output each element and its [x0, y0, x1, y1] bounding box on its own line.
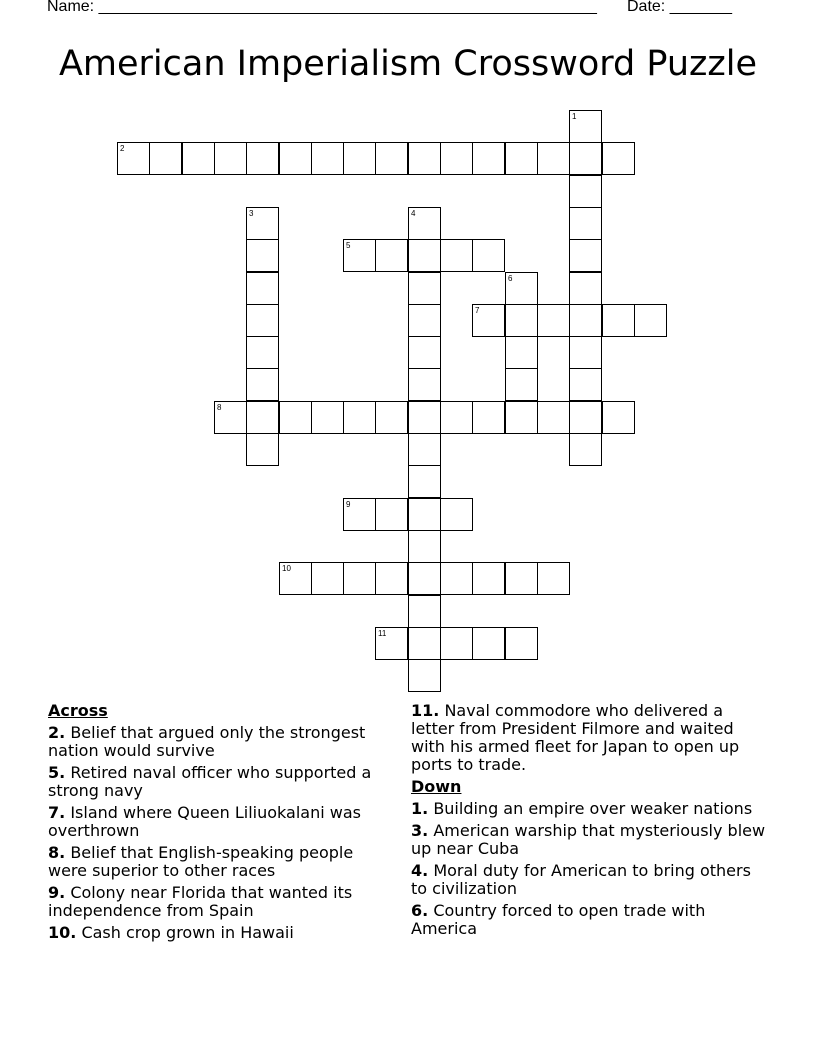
- grid-cell[interactable]: [569, 272, 602, 305]
- grid-cell[interactable]: [569, 207, 602, 240]
- grid-cell[interactable]: [343, 142, 376, 175]
- clue-text: Country forced to open trade with America: [411, 901, 706, 938]
- clue-across-9: [48, 884, 393, 920]
- clue-text: Colony near Florida that wanted its independence from Spain: [48, 883, 353, 920]
- grid-cell[interactable]: [246, 433, 279, 466]
- down-heading: Down: [411, 777, 462, 796]
- grid-cell[interactable]: [602, 304, 635, 337]
- grid-cell[interactable]: [505, 562, 538, 595]
- grid-cell[interactable]: [182, 142, 215, 175]
- clue-number: 6.: [411, 901, 429, 920]
- grid-cell[interactable]: [311, 142, 344, 175]
- grid-cell[interactable]: [375, 142, 408, 175]
- grid-cell[interactable]: [472, 627, 505, 660]
- grid-cell[interactable]: [375, 401, 408, 434]
- page-title: American Imperialism Crossword Puzzle: [58, 44, 758, 84]
- grid-cell[interactable]: [375, 627, 408, 660]
- grid-cell[interactable]: [472, 239, 505, 272]
- grid-cell[interactable]: [505, 368, 538, 401]
- cell-number: 11: [378, 629, 387, 638]
- cell-number: 1: [572, 112, 577, 121]
- grid-cell[interactable]: [343, 401, 376, 434]
- cell-number: 3: [249, 209, 254, 218]
- grid-cell[interactable]: [634, 304, 667, 337]
- cell-number: 7: [475, 306, 480, 315]
- clue-down-1: [411, 800, 771, 818]
- grid-cell[interactable]: [343, 562, 376, 595]
- clue-number: 4.: [411, 861, 429, 880]
- grid-cell[interactable]: [537, 562, 570, 595]
- grid-cell[interactable]: [537, 142, 570, 175]
- grid-cell[interactable]: [246, 401, 279, 434]
- grid-cell[interactable]: [505, 336, 538, 369]
- grid-cell[interactable]: [569, 110, 602, 143]
- grid-cell[interactable]: [343, 498, 376, 531]
- clue-text: Naval commodore who delivered a letter from President Filmore and waited with his armed fleet for Japan to open up ports to trade.: [411, 701, 740, 774]
- clue-number: 5.: [48, 763, 66, 782]
- grid-cell[interactable]: [408, 207, 441, 240]
- grid-cell[interactable]: [440, 562, 473, 595]
- cell-number: 6: [508, 274, 513, 283]
- grid-cell[interactable]: [505, 627, 538, 660]
- grid-cell[interactable]: [279, 142, 312, 175]
- grid-cell[interactable]: [505, 142, 538, 175]
- grid-cell[interactable]: [537, 401, 570, 434]
- clue-text: Building an empire over weaker nations: [433, 799, 753, 818]
- clue-number: 10.: [48, 923, 77, 942]
- grid-cell[interactable]: [408, 239, 441, 272]
- clue-text: Belief that English-speaking people were superior to other races: [48, 843, 354, 880]
- grid-cell[interactable]: [279, 562, 312, 595]
- grid-cell[interactable]: [408, 465, 441, 498]
- clue-across-8: [48, 844, 393, 880]
- grid-cell[interactable]: [246, 304, 279, 337]
- clue-text: Island where Queen Liliuokalani was overthrown: [48, 803, 361, 840]
- grid-cell[interactable]: [408, 595, 441, 628]
- clue-number: 7.: [48, 803, 66, 822]
- clue-number: 2.: [48, 723, 66, 742]
- grid-cell[interactable]: [246, 207, 279, 240]
- grid-cell[interactable]: [408, 530, 441, 563]
- grid-cell[interactable]: [472, 304, 505, 337]
- grid-cell[interactable]: [505, 304, 538, 337]
- clue-text: Retired naval officer who supported a strong navy: [48, 763, 372, 800]
- grid-cell[interactable]: [440, 401, 473, 434]
- grid-cell[interactable]: [440, 498, 473, 531]
- clue-across-7: [48, 804, 393, 840]
- grid-cell[interactable]: [569, 175, 602, 208]
- grid-cell[interactable]: [408, 498, 441, 531]
- clue-across-10: [48, 924, 393, 942]
- grid-cell[interactable]: [117, 142, 150, 175]
- clues-right-column: [411, 702, 771, 942]
- grid-cell[interactable]: [569, 433, 602, 466]
- grid-cell[interactable]: [440, 142, 473, 175]
- grid-cell[interactable]: [375, 239, 408, 272]
- clue-number: 9.: [48, 883, 66, 902]
- clue-number: 11.: [411, 701, 440, 720]
- across-heading: Across: [48, 701, 108, 720]
- clue-number: 3.: [411, 821, 429, 840]
- grid-cell[interactable]: [602, 401, 635, 434]
- grid-cell[interactable]: [505, 272, 538, 305]
- grid-cell[interactable]: [472, 142, 505, 175]
- grid-cell[interactable]: [343, 239, 376, 272]
- clue-text: Moral duty for American to bring others to civilization: [411, 861, 751, 898]
- clue-number: 1.: [411, 799, 429, 818]
- date-field[interactable]: Date: _______: [627, 0, 732, 15]
- grid-cell[interactable]: [246, 272, 279, 305]
- cell-number: 9: [346, 500, 351, 509]
- grid-cell[interactable]: [408, 336, 441, 369]
- grid-cell[interactable]: [569, 239, 602, 272]
- grid-cell[interactable]: [537, 304, 570, 337]
- clue-across-2: [48, 724, 393, 760]
- grid-cell[interactable]: [408, 627, 441, 660]
- grid-cell[interactable]: [440, 627, 473, 660]
- clue-down-4: [411, 862, 771, 898]
- grid-cell[interactable]: [569, 368, 602, 401]
- grid-cell[interactable]: [214, 142, 247, 175]
- grid-cell[interactable]: [408, 659, 441, 692]
- grid-cell[interactable]: [602, 142, 635, 175]
- grid-cell[interactable]: [472, 562, 505, 595]
- grid-cell[interactable]: [149, 142, 182, 175]
- grid-cell[interactable]: [472, 401, 505, 434]
- grid-cell[interactable]: [569, 304, 602, 337]
- grid-cell[interactable]: [408, 562, 441, 595]
- grid-cell[interactable]: [408, 272, 441, 305]
- cell-number: 2: [120, 144, 125, 153]
- grid-cell[interactable]: [246, 368, 279, 401]
- grid-cell[interactable]: [246, 142, 279, 175]
- grid-cell[interactable]: [408, 368, 441, 401]
- grid-cell[interactable]: [214, 401, 247, 434]
- clue-across-5: [48, 764, 393, 800]
- clue-down-6: [411, 902, 771, 938]
- grid-cell[interactable]: [246, 336, 279, 369]
- clue-down-3: [411, 822, 771, 858]
- grid-cell[interactable]: [311, 562, 344, 595]
- clues-left-column: [48, 702, 393, 946]
- grid-cell[interactable]: [569, 401, 602, 434]
- clue-text: Cash crop grown in Hawaii: [81, 923, 294, 942]
- clue-number: 8.: [48, 843, 66, 862]
- clue-text: American warship that mysteriously blew up near Cuba: [411, 821, 766, 858]
- grid-cell[interactable]: [408, 304, 441, 337]
- grid-cell[interactable]: [440, 239, 473, 272]
- grid-cell[interactable]: [408, 433, 441, 466]
- grid-cell[interactable]: [569, 142, 602, 175]
- grid-cell[interactable]: [246, 239, 279, 272]
- cell-number: 5: [346, 241, 351, 250]
- cell-number: 10: [282, 564, 291, 573]
- grid-cell[interactable]: [569, 336, 602, 369]
- grid-cell[interactable]: [505, 401, 538, 434]
- name-field[interactable]: Name: ________________________________________________________: [47, 0, 597, 15]
- grid-cell[interactable]: [408, 401, 441, 434]
- clue-across-11: [411, 702, 771, 774]
- cell-number: 8: [217, 403, 222, 412]
- grid-cell[interactable]: [279, 401, 312, 434]
- clue-text: Belief that argued only the strongest nation would survive: [48, 723, 366, 760]
- grid-cell[interactable]: [408, 142, 441, 175]
- cell-number: 4: [411, 209, 416, 218]
- grid-cell[interactable]: [375, 562, 408, 595]
- grid-cell[interactable]: [375, 498, 408, 531]
- grid-cell[interactable]: [311, 401, 344, 434]
